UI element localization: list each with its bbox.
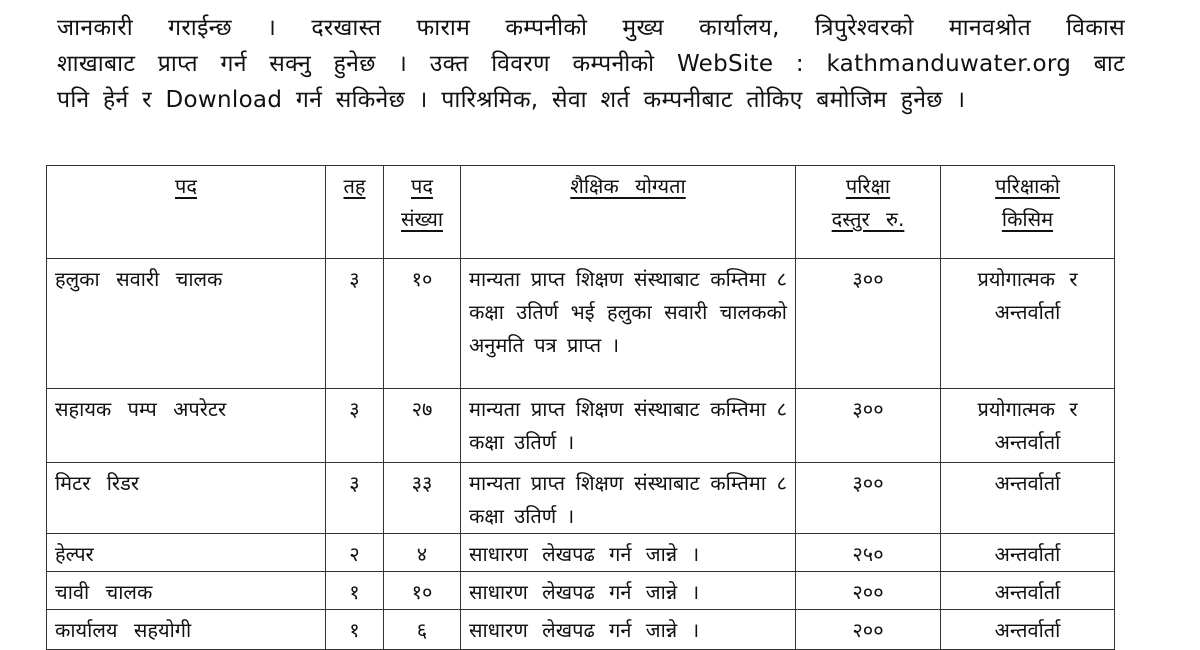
cell-fee: ३०० bbox=[796, 463, 941, 534]
header-qualification: शैक्षिक योग्यता bbox=[461, 166, 796, 259]
cell-post: हेल्पर bbox=[47, 534, 326, 572]
paragraph-line-3: पनि हेर्न र Download गर्न सकिनेछ । पारिश्रमिक, सेवा शर्त कम्पनीबाट तोकिए बमोजिम हुनेछ । bbox=[57, 87, 966, 113]
cell-exam-type: अन्तर्वार्ता bbox=[941, 534, 1115, 572]
cell-exam-type: अन्तर्वार्ता bbox=[941, 610, 1115, 650]
header-level: तह bbox=[326, 166, 384, 259]
cell-qualification: साधारण लेखपढ गर्न जान्ने । bbox=[461, 610, 796, 650]
header-post: पद bbox=[47, 166, 326, 259]
cell-post: कार्यालय सहयोगी bbox=[47, 610, 326, 650]
header-exam-type: परिक्षाको किसिम bbox=[941, 166, 1115, 259]
cell-count: २७ bbox=[384, 389, 461, 463]
cell-level: ३ bbox=[326, 389, 384, 463]
cell-count: ३३ bbox=[384, 463, 461, 534]
cell-qualification: मान्यता प्राप्त शिक्षण संस्थाबाट कम्तिमा ८ कक्षा उतिर्ण । bbox=[461, 389, 796, 463]
vacancy-table bbox=[46, 165, 1115, 650]
cell-exam-type: प्रयोगात्मक र अन्तर्वार्ता bbox=[941, 389, 1115, 463]
notice-paragraph bbox=[57, 10, 1125, 118]
cell-qualification: मान्यता प्राप्त शिक्षण संस्थाबाट कम्तिमा ८ कक्षा उतिर्ण । bbox=[461, 463, 796, 534]
cell-count: ६ bbox=[384, 610, 461, 650]
cell-level: २ bbox=[326, 534, 384, 572]
cell-count: १० bbox=[384, 259, 461, 389]
table-row bbox=[47, 534, 1115, 572]
table-row bbox=[47, 389, 1115, 463]
cell-fee: २५० bbox=[796, 534, 941, 572]
cell-exam-type: अन्तर्वार्ता bbox=[941, 572, 1115, 610]
cell-level: ३ bbox=[326, 463, 384, 534]
paragraph-line-1: जानकारी गराईन्छ । दरखास्त फाराम कम्पनीको मुख्य कार्यालय, त्रिपुरेश्वरको मानवश्रोत विकास bbox=[57, 15, 1125, 41]
cell-qualification: साधारण लेखपढ गर्न जान्ने । bbox=[461, 534, 796, 572]
cell-level: ३ bbox=[326, 259, 384, 389]
cell-post: हलुका सवारी चालक bbox=[47, 259, 326, 389]
cell-qualification: साधारण लेखपढ गर्न जान्ने । bbox=[461, 572, 796, 610]
cell-exam-type: प्रयोगात्मक र अन्तर्वार्ता bbox=[941, 259, 1115, 389]
cell-level: १ bbox=[326, 572, 384, 610]
cell-fee: ३०० bbox=[796, 389, 941, 463]
cell-fee: ३०० bbox=[796, 259, 941, 389]
cell-count: ४ bbox=[384, 534, 461, 572]
cell-qualification: मान्यता प्राप्त शिक्षण संस्थाबाट कम्तिमा ८ कक्षा उतिर्ण भई हलुका सवारी चालकको अनुमति पत्र प्राप्त । bbox=[461, 259, 796, 389]
table-row bbox=[47, 572, 1115, 610]
cell-post: सहायक पम्प अपरेटर bbox=[47, 389, 326, 463]
cell-fee: २०० bbox=[796, 572, 941, 610]
cell-count: १० bbox=[384, 572, 461, 610]
paragraph-line-2: शाखाबाट प्राप्त गर्न सक्नु हुनेछ । उक्त विवरण कम्पनीको WebSite : kathmanduwater.org बाट bbox=[57, 51, 1125, 77]
cell-fee: २०० bbox=[796, 610, 941, 650]
cell-level: १ bbox=[326, 610, 384, 650]
cell-exam-type: अन्तर्वार्ता bbox=[941, 463, 1115, 534]
table-row bbox=[47, 463, 1115, 534]
header-count: पद संख्या bbox=[384, 166, 461, 259]
cell-post: चावी चालक bbox=[47, 572, 326, 610]
cell-post: मिटर रिडर bbox=[47, 463, 326, 534]
header-exam-fee: परिक्षा दस्तुर रु. bbox=[796, 166, 941, 259]
table-header-row bbox=[47, 166, 1115, 259]
table-row bbox=[47, 259, 1115, 389]
